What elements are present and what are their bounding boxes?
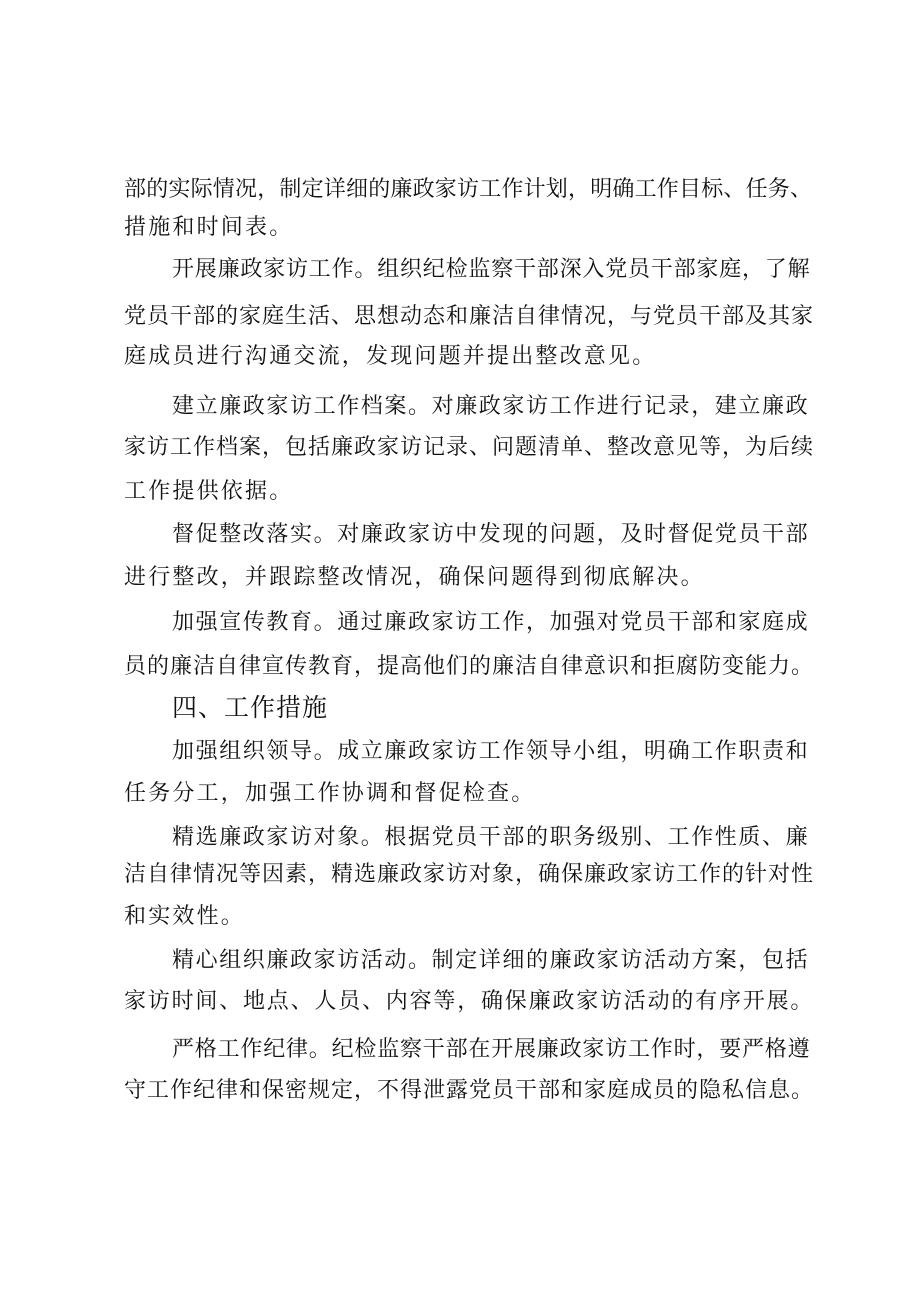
paragraph-line: 加强组织领导。成立廉政家访工作领导小组，明确工作职责和 xyxy=(172,739,810,764)
section-heading: 四、工作措施 xyxy=(172,693,329,722)
paragraph-line: 家访时间、地点、人员、内容等，确保廉政家访活动的有序开展。 xyxy=(124,989,815,1014)
paragraph-line: 工作提供依据。 xyxy=(124,479,294,504)
paragraph-line: 措施和时间表。 xyxy=(124,215,294,240)
paragraph-line: 建立廉政家访工作档案。对廉政家访工作进行记录，建立廉政 xyxy=(172,394,810,419)
paragraph-line: 守工作纪律和保密规定，不得泄露党员干部和家庭成员的隐私信息。 xyxy=(124,1078,815,1103)
paragraph-line: 督促整改落实。对廉政家访中发现的问题，及时督促党员干部 xyxy=(172,522,810,547)
paragraph-line: 加强宣传教育。通过廉政家访工作，加强对党员干部和家庭成 xyxy=(172,610,810,635)
paragraph-line: 部的实际情况，制定详细的廉政家访工作计划，明确工作目标、任务、 xyxy=(124,177,813,202)
paragraph-line: 员的廉洁自律宣传教育，提高他们的廉洁自律意识和拒腐防变能力。 xyxy=(124,654,815,679)
paragraph-line: 精选廉政家访对象。根据党员干部的职务级别、工作性质、廉 xyxy=(172,825,810,850)
paragraph-line: 党员干部的家庭生活、思想动态和廉洁自律情况，与党员干部及其家 xyxy=(124,304,815,329)
paragraph-line: 进行整改，并跟踪整改情况，确保问题得到彻底解决。 xyxy=(124,565,705,590)
paragraph-line: 庭成员进行沟通交流，发现问题并提出整改意见。 xyxy=(124,344,657,369)
paragraph-line: 严格工作纪律。纪检监察干部在开展廉政家访工作时，要严格遵 xyxy=(172,1037,811,1062)
paragraph-line: 开展廉政家访工作。组织纪检监察干部深入党员干部家庭，了解 xyxy=(172,257,811,282)
paragraph-line: 和实效性。 xyxy=(124,904,246,929)
paragraph-line: 精心组织廉政家访活动。制定详细的廉政家访活动方案，包括 xyxy=(172,948,810,973)
paragraph-line: 洁自律情况等因素，精选廉政家访对象，确保廉政家访工作的针对性 xyxy=(124,862,815,887)
paragraph-line: 任务分工，加强工作协调和督促检查。 xyxy=(124,781,536,806)
paragraph-line: 家访工作档案，包括廉政家访记录、问题清单、整改意见等，为后续 xyxy=(124,435,815,460)
